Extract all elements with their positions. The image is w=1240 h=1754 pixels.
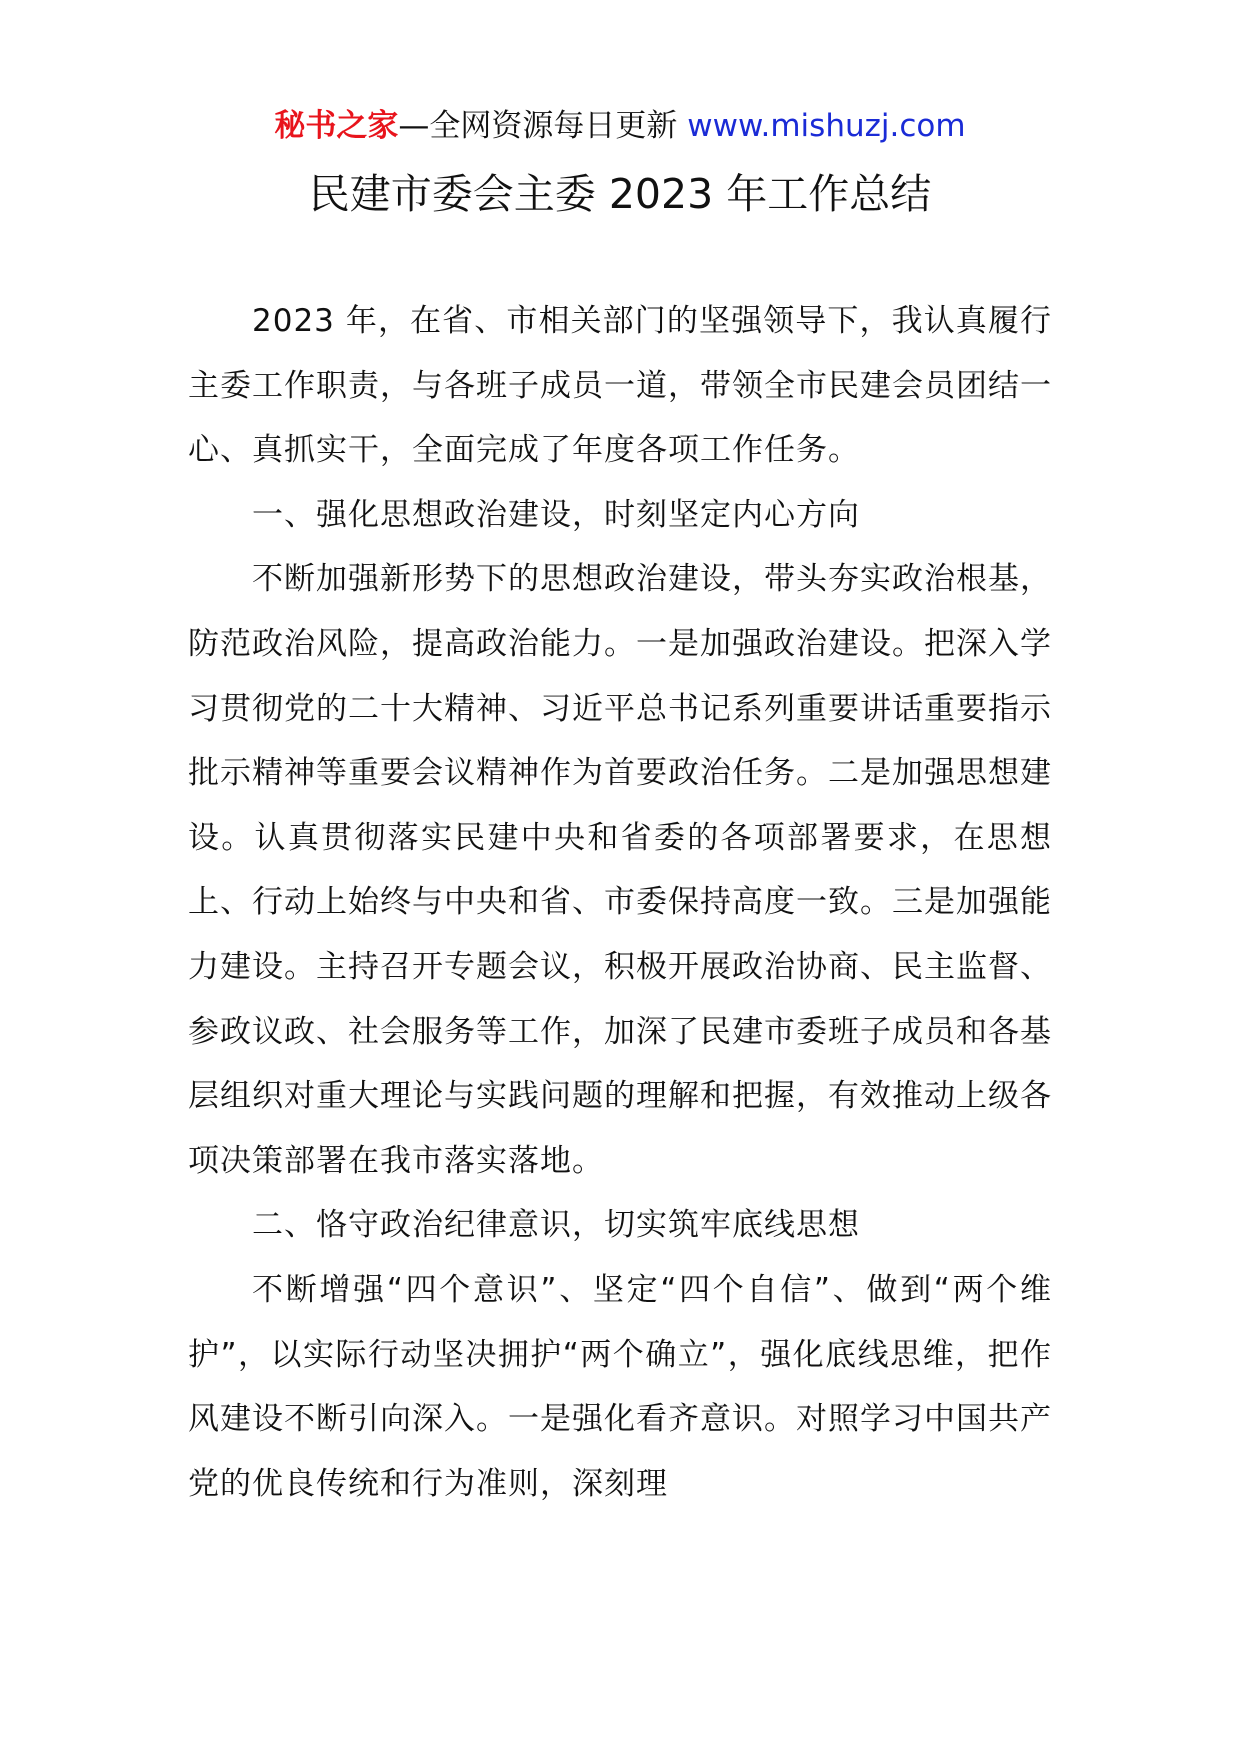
site-brand: 秘书之家 xyxy=(274,108,399,144)
site-header xyxy=(0,104,1240,148)
document-body xyxy=(188,289,1052,1516)
document-title: 民建市委会主委 2023 年工作总结 xyxy=(308,170,932,218)
section-heading-2: 二、恪守政治纪律意识，切实筑牢底线思想 xyxy=(252,1207,860,1244)
section-1-paragraph: 不断加强新形势下的思想政治建设，带头夯实政治根基，防范政治风险，提高政治能力。一是加强政治建设。把深入学习贯彻党的二十大精神、习近平总书记系列重要讲话重要指示批示精神等重要会议精神作为首要政治任务。二是加强思想建设。认真贯彻落实民建中央和省委的各项部署要求，在思想上、行动上始终与中央和省、市委保持高度一致。三是加强能力建设。主持召开专题会议，积极开展政治协商、民主监督、参政议政、社会服务等工作，加深了民建市委班子成员和各基层组织对重大理论与实践问题的理解和把握，有效推动上级各项决策部署在我市落实落地。 xyxy=(188,561,1052,1179)
site-slogan: —全网资源每日更新 xyxy=(398,108,688,144)
site-url-link[interactable]: www.mishuzj.com xyxy=(687,108,966,144)
section-heading-1: 一、强化思想政治建设，时刻坚定内心方向 xyxy=(252,496,860,533)
section-2-paragraph: 不断增强“四个意识”、坚定“四个自信”、做到“两个维护”，以实际行动坚决拥护“两个确立”，强化底线思维，把作风建设不断引向深入。一是强化看齐意识。对照学习中国共产党的优良传统和行为准则，深刻理 xyxy=(188,1271,1052,1502)
intro-paragraph: 2023 年，在省、市相关部门的坚强领导下，我认真履行主委工作职责，与各班子成员一道，带领全市民建会员团结一心、真抓实干，全面完成了年度各项工作任务。 xyxy=(188,303,1052,469)
